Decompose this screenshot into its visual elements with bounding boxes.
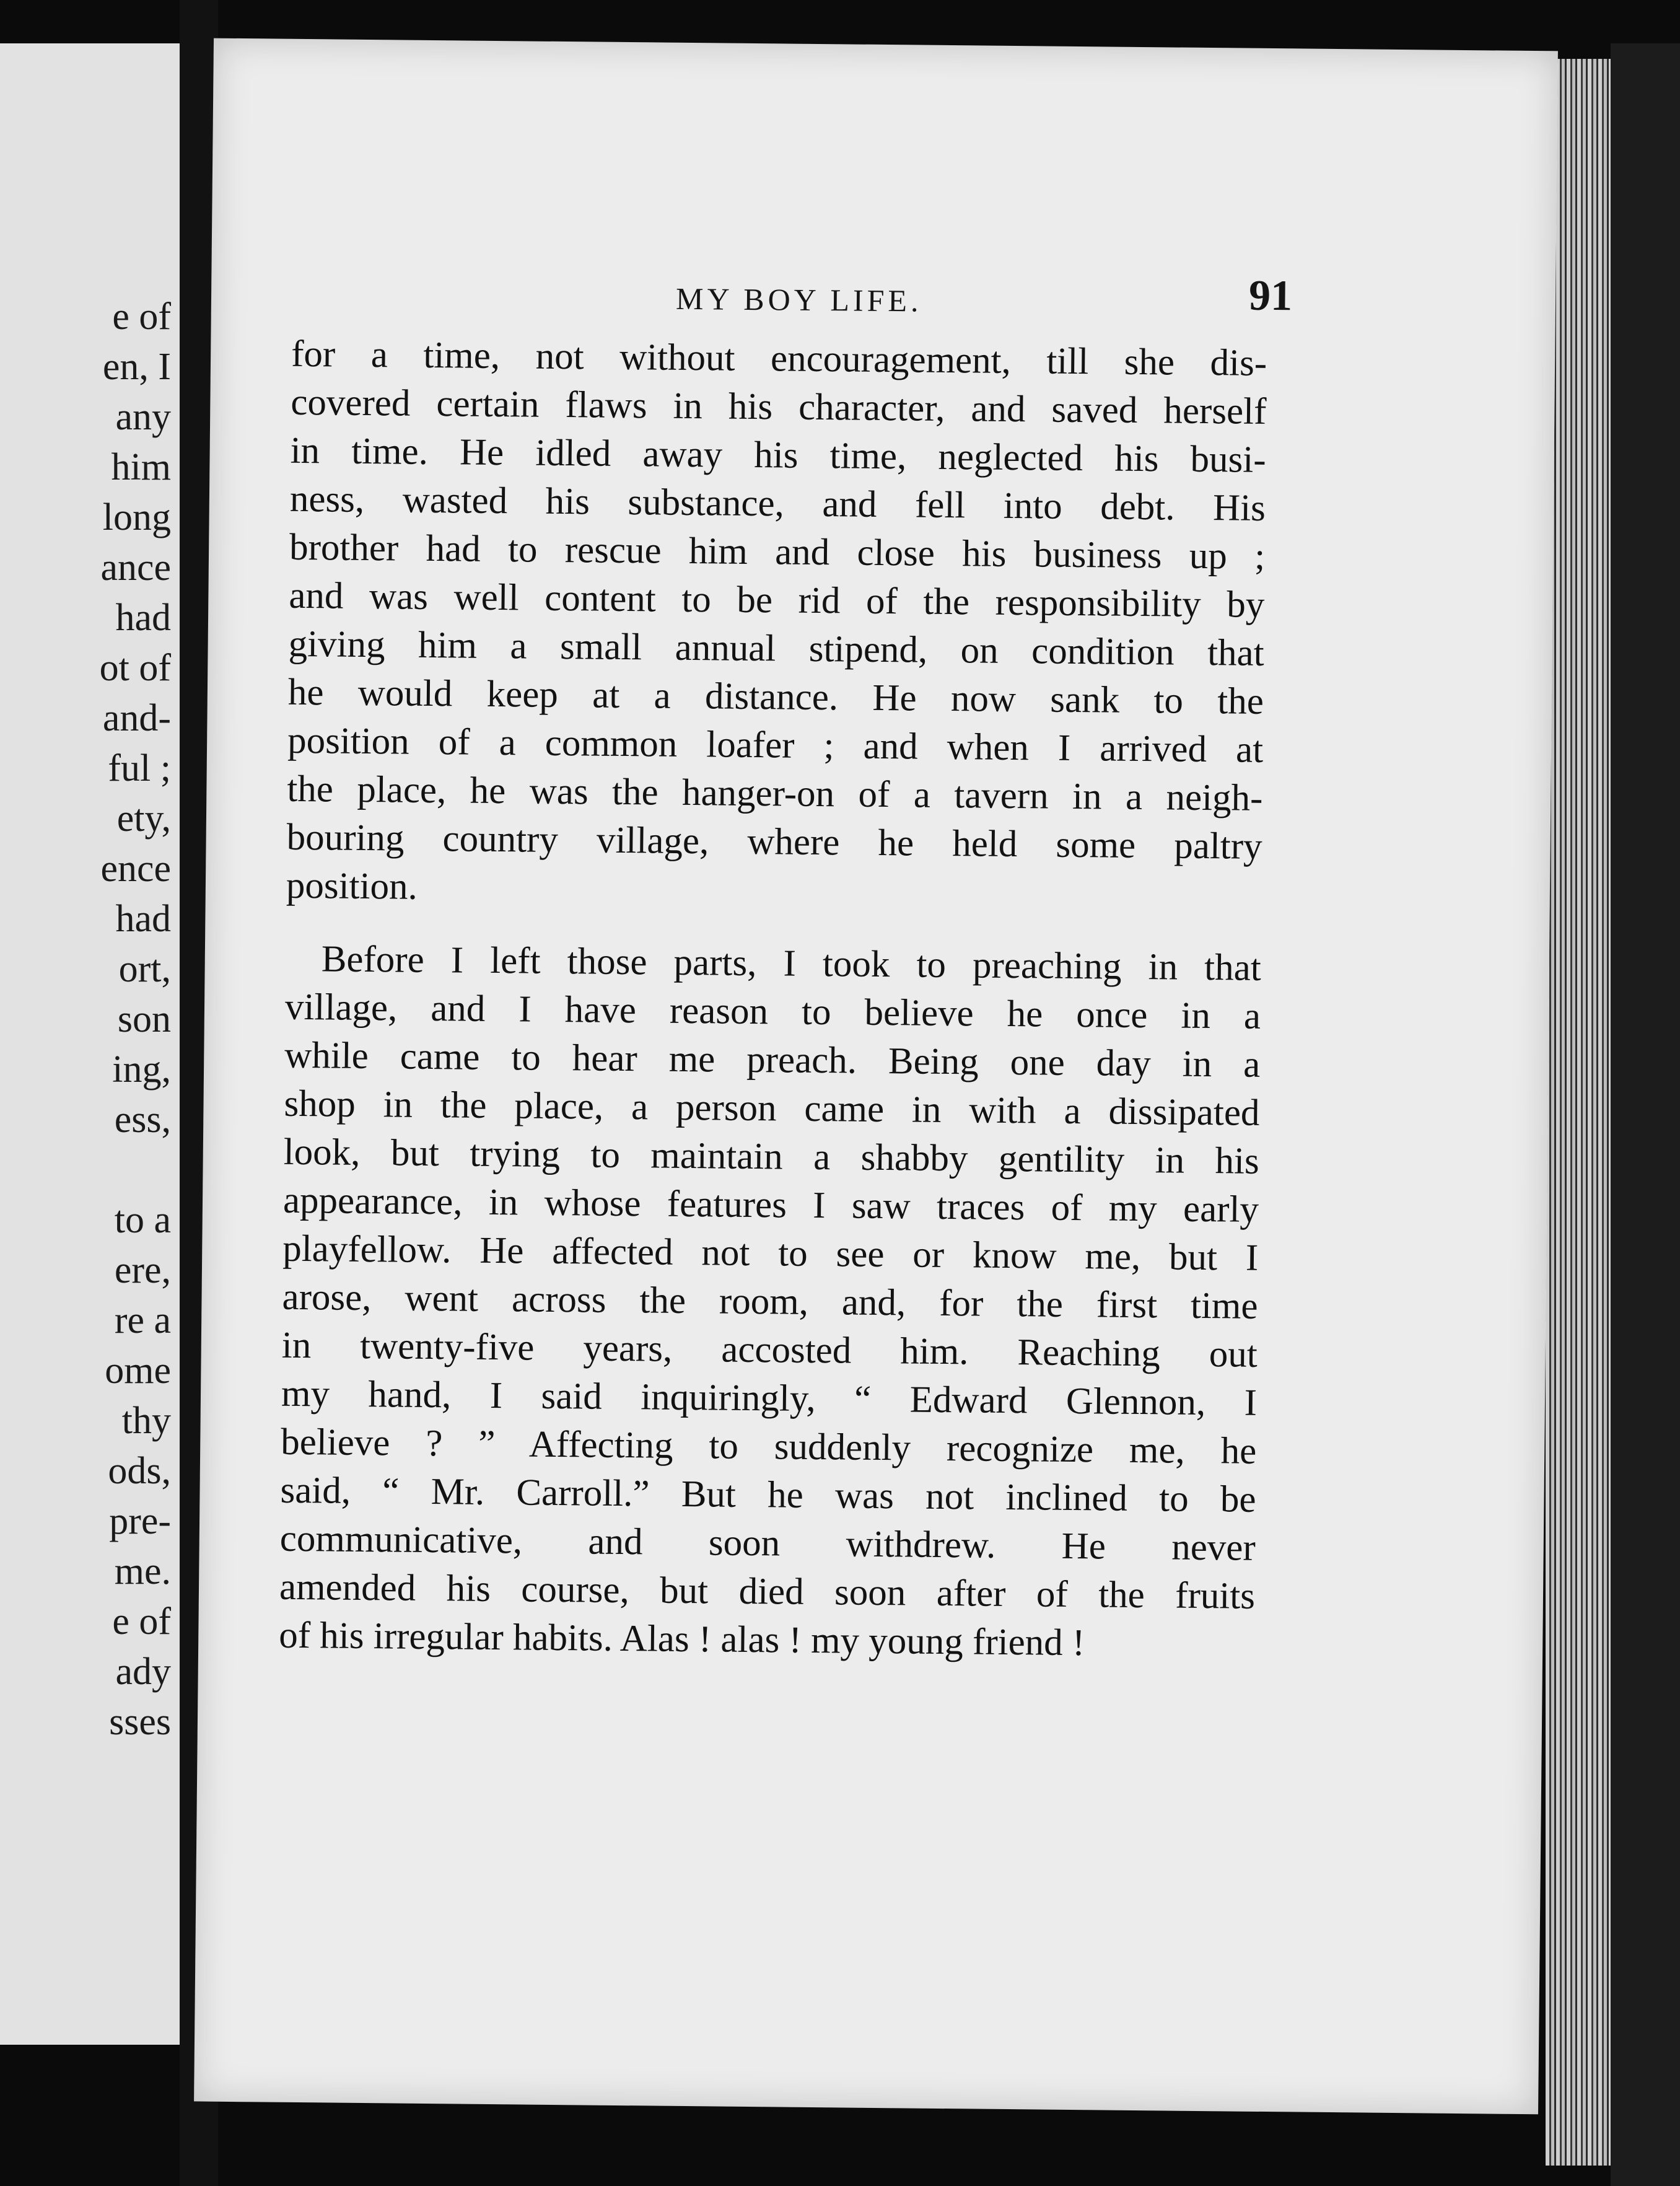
left-page-fragment: ome: [105, 1350, 171, 1392]
left-page-fragment: ere,: [114, 1249, 171, 1291]
text-line: bouring country village, where he held some paltry: [286, 816, 1262, 867]
left-page-fragment: e of: [112, 1600, 171, 1643]
left-page-fragment: me.: [114, 1550, 171, 1592]
left-page-fragment: ing,: [112, 1048, 171, 1091]
left-page-fragment: e of: [112, 296, 171, 338]
left-page-fragment: son: [117, 998, 171, 1040]
left-page-fragment: thy: [121, 1400, 171, 1442]
text-line: while came to hear me preach. Being one day in a: [284, 1034, 1261, 1086]
text-line: for a time, not without encouragement, till she dis-: [291, 333, 1267, 384]
paragraph: [286, 330, 1267, 920]
text-line: brother had to rescue him and close his business up ;: [289, 526, 1266, 577]
page-number: 91: [1248, 271, 1293, 320]
text-line: ness, wasted his substance, and fell into debt. His: [289, 478, 1266, 529]
left-page-fragment: and-: [102, 697, 171, 739]
text-line: playfellow. He affected not to see or know me, but I: [282, 1227, 1259, 1279]
left-page-fragment: any: [115, 396, 171, 438]
left-page-fragment: en, I: [102, 346, 171, 388]
text-line: the place, he was the hanger-on of a tavern in a neigh-: [287, 768, 1263, 819]
left-page-fragment: ety,: [116, 797, 171, 840]
left-page-fragment: pre-: [109, 1500, 171, 1542]
text-line: my hand, I said inquiringly, “ Edward Glennon, I: [281, 1372, 1258, 1424]
page-edge-stack: [1546, 59, 1620, 2166]
text-line: said, “ Mr. Carroll.” But he was not inclined to be: [280, 1469, 1256, 1521]
text-line: covered certain flaws in his character, and saved herself: [291, 381, 1267, 432]
text-line: position of a common loafer ; and when I arrived at: [287, 719, 1264, 771]
text-line: appearance, in whose features I saw traces of my early: [282, 1179, 1259, 1231]
text-line: position.: [286, 864, 418, 908]
left-page-fragment: ful ;: [108, 747, 171, 789]
left-page-fragment: ady: [115, 1651, 171, 1693]
text-line: arose, went across the room, and, for the first time: [282, 1276, 1258, 1327]
left-page-fragment: ess,: [114, 1099, 171, 1141]
book-page: [194, 38, 1558, 2115]
text-line: amended his course, but died soon after of the fruits: [279, 1566, 1256, 1617]
paragraph: [279, 935, 1261, 1669]
text-line: in time. He idled away his time, neglected his busi-: [290, 429, 1266, 481]
left-page-fragment: ance: [100, 546, 171, 589]
text-line: in twenty-five years, accosted him. Reaching out: [281, 1324, 1258, 1376]
left-page-fragment: to a: [114, 1199, 171, 1241]
text-line: village, and I have reason to believe he once in a: [284, 986, 1261, 1037]
text-line: believe ? ” Affecting to suddenly recognize me, he: [280, 1421, 1257, 1472]
page-body-text: [279, 330, 1267, 1669]
text-line: look, but trying to maintain a shabby gentility in his: [283, 1131, 1260, 1182]
left-page-fragment: ence: [100, 848, 171, 890]
text-line: Before I left those parts, I took to preaching in that: [321, 938, 1262, 989]
text-line: communicative, and soon withdrew. He never: [279, 1517, 1256, 1569]
left-page-fragment: had: [115, 597, 171, 639]
text-line: he would keep at a distance. He now sank to the: [287, 671, 1264, 722]
previous-page-edge: [0, 43, 180, 2045]
left-page-fragment: him: [111, 446, 171, 488]
book-cover-edge: [1611, 43, 1680, 2186]
left-page-fragment: ort,: [118, 948, 171, 990]
left-page-fragment: had: [115, 898, 171, 940]
left-page-fragment: ot of: [99, 647, 171, 689]
left-page-fragment: re a: [114, 1299, 171, 1341]
text-line: shop in the place, a person came in with a dissipated: [284, 1082, 1260, 1134]
text-line: of his irregular habits. Alas ! alas ! my young friend !: [278, 1614, 1085, 1664]
running-head: MY BOY LIFE.: [675, 281, 922, 318]
left-page-fragment: ods,: [108, 1450, 171, 1492]
text-line: and was well content to be rid of the responsibility by: [289, 574, 1265, 626]
text-line: giving him a small annual stipend, on condition that: [288, 623, 1264, 674]
left-page-fragment: sses: [109, 1701, 171, 1743]
left-page-fragment: long: [102, 496, 171, 538]
